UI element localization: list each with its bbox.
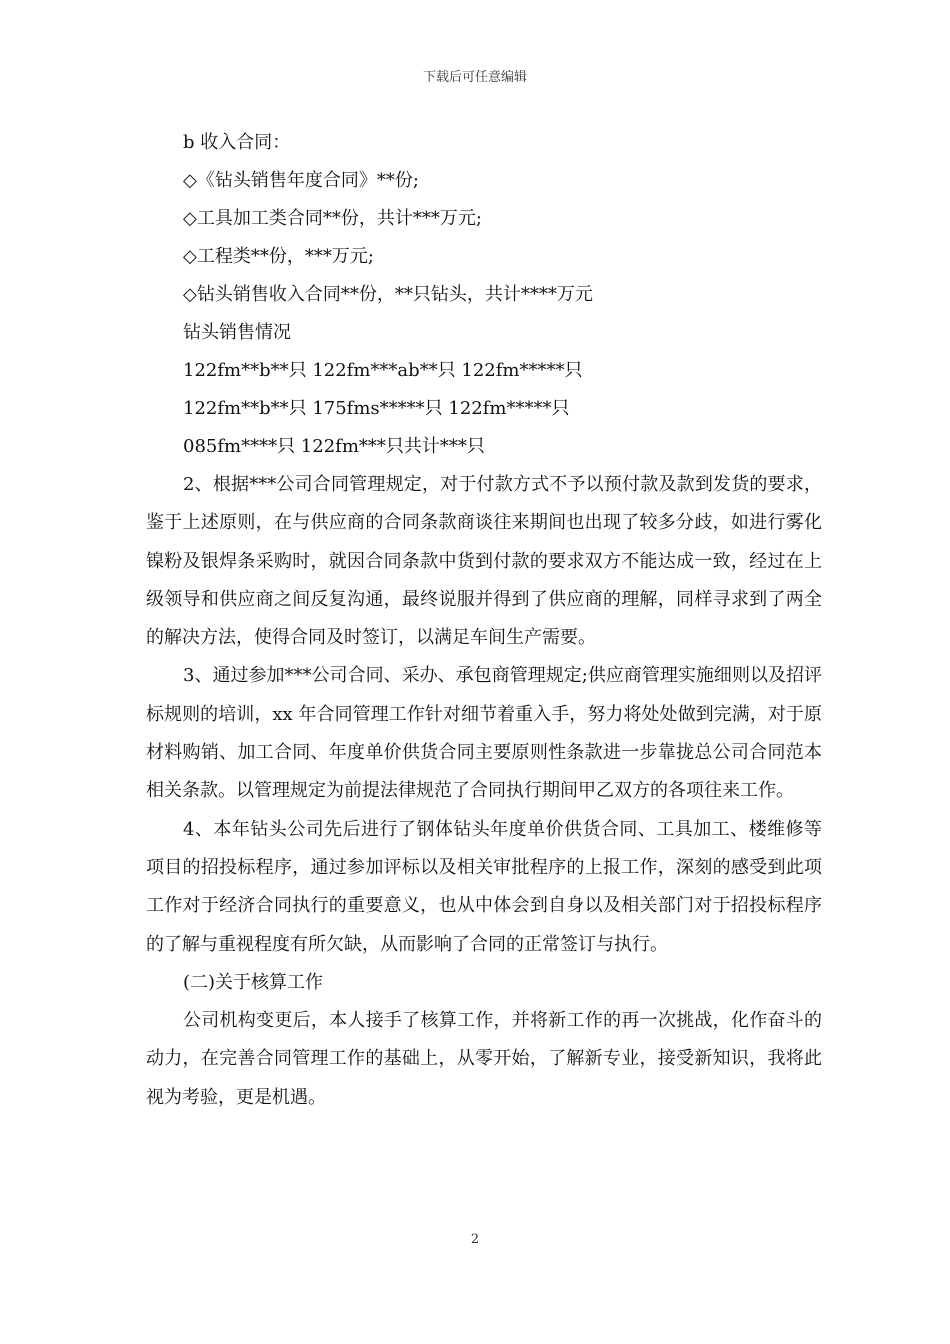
text-line: 钻头销售情况 xyxy=(183,322,291,343)
text-line: 122fm**b**只 122fm***ab**只 122fm*****只 xyxy=(183,360,583,381)
text-line: b 收入合同： xyxy=(183,132,291,153)
paragraph: 4、本年钻头公司先后进行了钢体钻头年度单价供货合同、工具加工、楼维修等项目的招投标程序，通过参加评标以及相关审批程序的上报工作，深刻的感受到此项工作对于经济合同执行的重要意义，也从中体会到自身以及相关部门对于招投标程序的了解与重视程度有所欠缺，从而影响了合同的正常签订与执行。 xyxy=(146,818,822,955)
text-line: 122fm**b**只 175fms*****只 122fm*****只 xyxy=(183,398,570,419)
text-line: 085fm****只 122fm***只共计***只 xyxy=(183,436,485,457)
text-line: ◇《钻头销售年度合同》**份; xyxy=(183,170,419,191)
section-heading: (二)关于核算工作 xyxy=(183,971,324,993)
page-number: 2 xyxy=(470,1232,480,1247)
page-header: 下载后可任意编辑 xyxy=(422,70,527,85)
paragraph: 3、通过参加***公司合同、采办、承包商管理规定;供应商管理实施细则以及招评标规则的培训，xx 年合同管理工作针对细节着重入手，努力将处处做到完满，对于原材料购销、加工合同、年度单价供货合同主要原则性条款进一步靠拢总公司合同范本相关条款。以管理规定为前提法律规范了合同执行期间甲乙双方的各项往来工作。 xyxy=(146,665,822,802)
paragraph: 2、根据***公司合同管理规定，对于付款方式不予以预付款及款到发货的要求，鉴于上述原则，在与供应商的合同条款商谈往来期间也出现了较多分歧，如进行雾化镍粉及银焊条采购时，就因合同条款中货到付款的要求双方不能达成一致，经过在上级领导和供应商之间反复沟通，最终说服并得到了供应商的理解，同样寻求到了两全的解决方法，使得合同及时签订，以满足车间生产需要。 xyxy=(146,474,822,649)
document-body xyxy=(146,124,822,1117)
paragraph: 公司机构变更后，本人接手了核算工作，并将新工作的再一次挑战，化作奋斗的动力，在完善合同管理工作的基础上，从零开始，了解新专业，接受新知识，我将此视为考验，更是机遇。 xyxy=(146,1010,822,1108)
text-line: ◇工程类**份，***万元; xyxy=(183,246,374,267)
text-line: ◇工具加工类合同**份，共计***万元; xyxy=(183,208,482,229)
text-line: ◇钻头销售收入合同**份，**只钻头，共计****万元 xyxy=(183,284,593,305)
